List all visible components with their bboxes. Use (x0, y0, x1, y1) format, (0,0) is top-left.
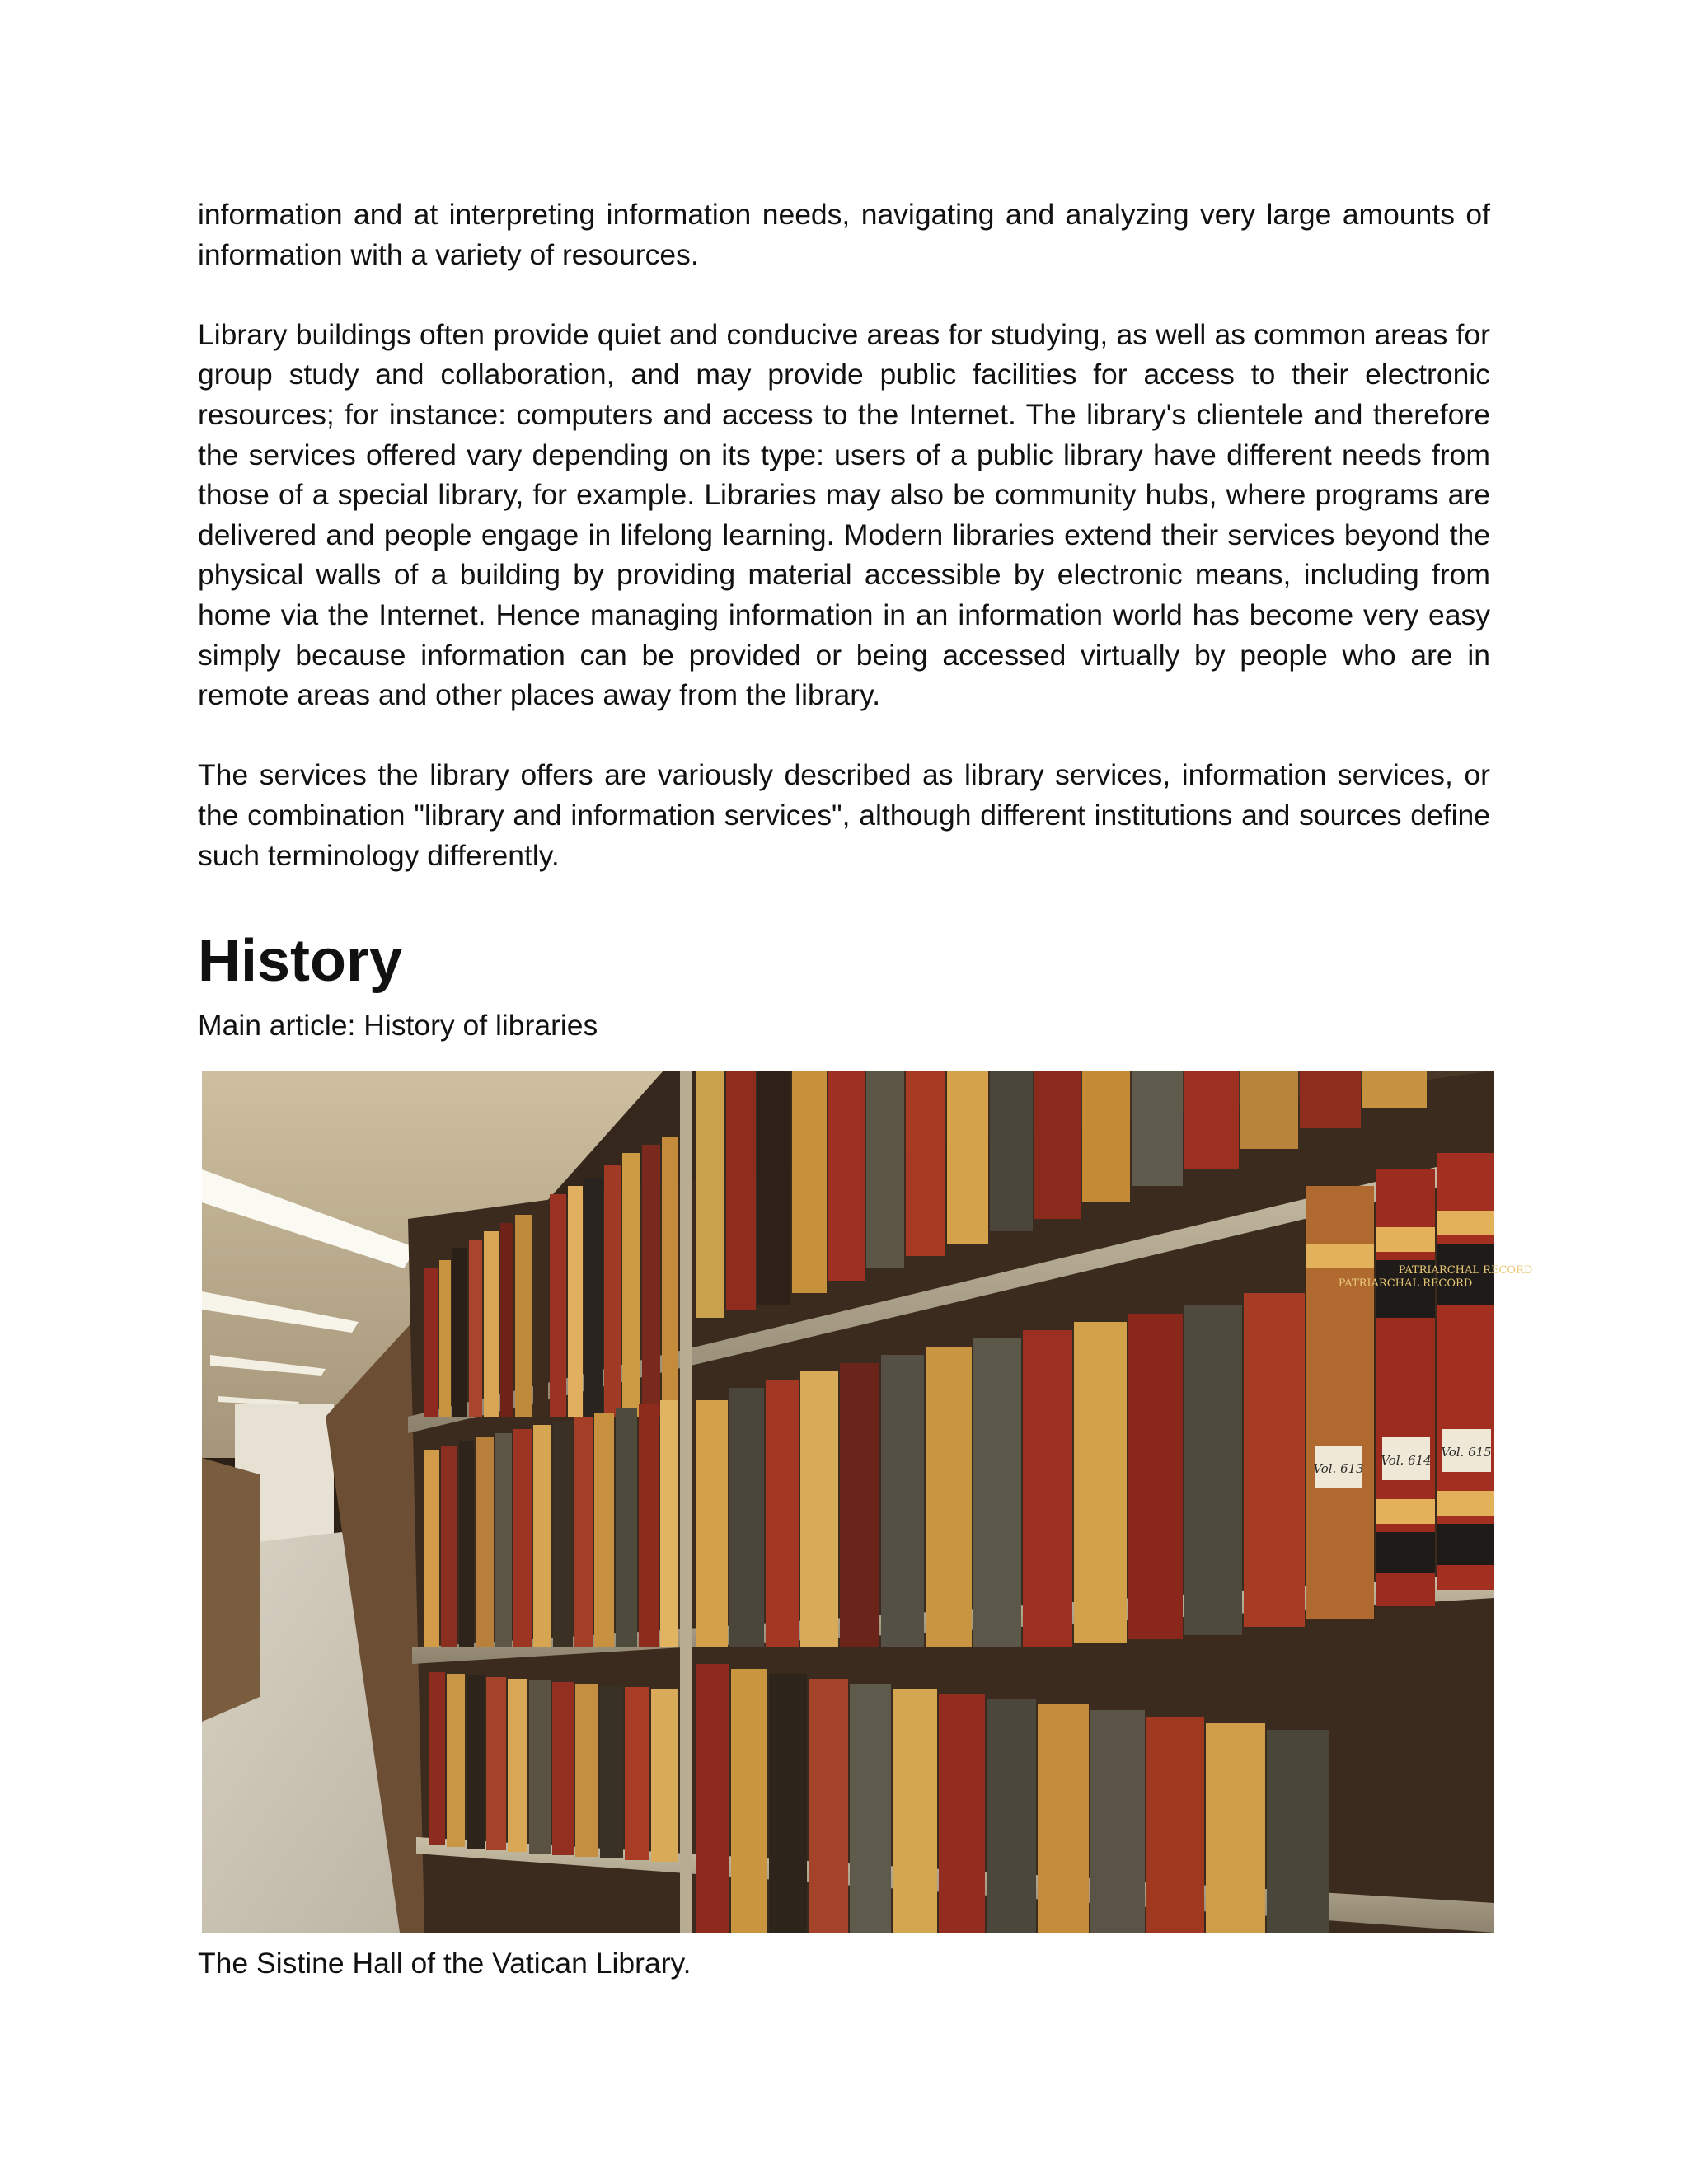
document-body (198, 194, 1490, 1045)
library-stacks-photo (202, 1071, 1533, 1933)
main-article-note: Main article: History of libraries (198, 1009, 598, 1043)
figure-caption: The Sistine Hall of the Vatican Library. (198, 1947, 692, 1980)
paragraph-library-services: The services the library offers are variously described as library services, information services, or the combination "library and information services", although different institutions and sources define such terminology differently. (198, 758, 1490, 872)
paragraph-library-buildings: Library buildings often provide quiet and conducive areas for studying, as well as common areas for group study and collaboration, and may provide public facilities for access to their electronic resources; for instance: computers and access to the Internet. The library's clientele and therefore the services offered vary depending on its type: users of a public library have different needs from those of a special library, for example. Libraries may also be community hubs, where programs are delivered and people engage in lifelong learning. Modern libraries extend their services beyond the physical walls of a building by providing material accessible by electronic means, including from home via the Internet. Hence managing information in an information world has become very easy simply because information can be provided or being accessed virtually by people who are in remote areas and other places away from the library. (198, 317, 1490, 712)
photo-illustration (202, 1071, 1533, 1933)
section-heading-history: History (198, 928, 403, 995)
volume-label-615: Vol. 615 (1441, 1445, 1492, 1460)
spine-label-2: PATRIARCHAL RECORD (1398, 1264, 1533, 1277)
spine-label-1: PATRIARCHAL RECORD (1338, 1277, 1473, 1290)
paragraph-intro-continued: information and at interpreting information needs, navigating and analyzing very large amounts of information with a variety of resources. (198, 198, 1490, 271)
volume-label-613: Vol. 613 (1313, 1461, 1364, 1476)
volume-label-614: Vol. 614 (1381, 1453, 1432, 1468)
